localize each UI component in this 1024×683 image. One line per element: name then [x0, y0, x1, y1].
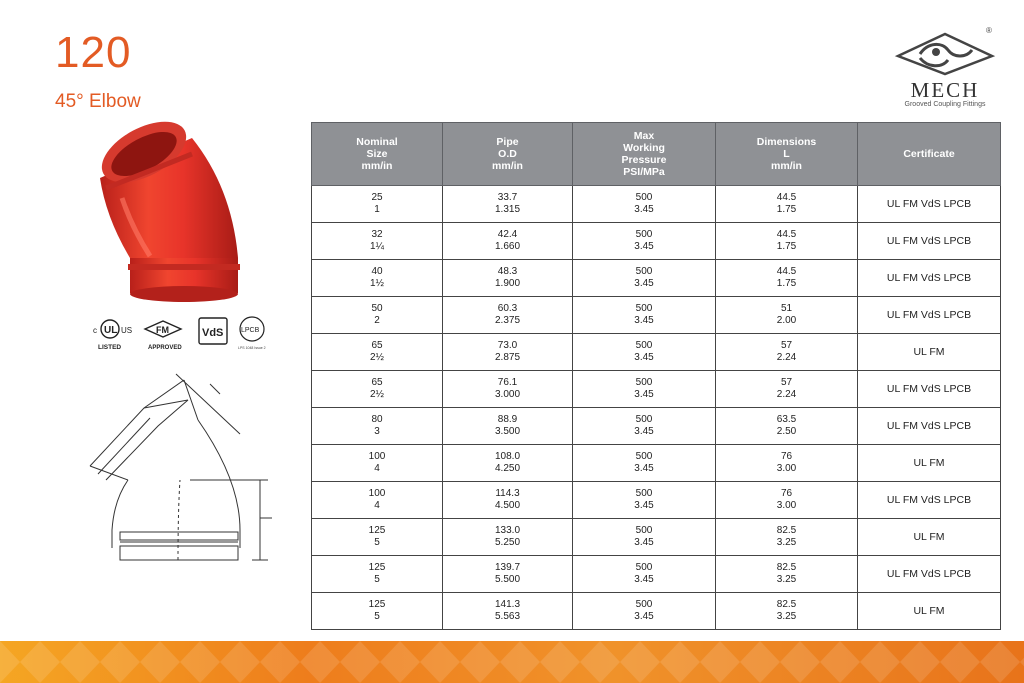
pressure-value: 500 [635, 303, 653, 314]
size-cell [312, 482, 443, 519]
header-line: Working [623, 142, 665, 154]
od-cell [443, 223, 573, 260]
product-name: 45° Elbow [55, 91, 141, 112]
certificate-cell: UL FM [858, 445, 1001, 482]
od-value: 4.250 [494, 463, 521, 474]
pressure-value: 500 [635, 599, 653, 610]
dim-value: 76 [780, 451, 793, 462]
table-row [312, 556, 1001, 593]
size-cell [312, 593, 443, 630]
certificate-cell: UL FM VdS LPCB [858, 371, 1001, 408]
ul-caption: LISTED [98, 344, 122, 351]
pressure-value: 500 [635, 562, 653, 573]
svg-text:LPS 1048 Issue 2: LPS 1048 Issue 2 [238, 346, 266, 350]
pressure-cell [573, 519, 716, 556]
header-line: mm/in [771, 160, 802, 172]
od-cell [443, 186, 573, 223]
size-value: 2½ [370, 389, 384, 400]
table-row [312, 519, 1001, 556]
pressure-value: 500 [635, 451, 653, 462]
size-value: 3 [374, 426, 380, 437]
pressure-cell [573, 297, 716, 334]
header-line: Nominal [356, 136, 398, 148]
header-line: mm/in [361, 160, 393, 172]
dim-cell [716, 223, 858, 260]
certificate-cell: UL FM [858, 519, 1001, 556]
pressure-cell [573, 334, 716, 371]
size-value: 4 [374, 463, 380, 474]
od-value: 88.9 [497, 414, 518, 425]
pressure-cell [573, 371, 716, 408]
fm-approved-icon [145, 321, 182, 351]
pressure-cell [573, 445, 716, 482]
dim-cell [716, 519, 858, 556]
table-row [312, 297, 1001, 334]
od-value: 108.0 [494, 451, 521, 462]
size-value: 65 [371, 340, 383, 351]
certificate-cell: UL FM VdS LPCB [858, 556, 1001, 593]
size-value: 50 [371, 303, 383, 314]
dim-value: 1.75 [776, 204, 797, 215]
size-cell [312, 556, 443, 593]
dim-value: 44.5 [776, 266, 797, 277]
table-header-row [312, 123, 1001, 186]
dim-value: 63.5 [776, 414, 797, 425]
table-row [312, 260, 1001, 297]
mech-logo [890, 28, 1000, 114]
table-body [312, 186, 1001, 630]
ul-left-mark: c [93, 326, 97, 335]
size-value: 25 [371, 192, 383, 203]
dim-value: 3.00 [776, 500, 797, 511]
od-value: 1.315 [494, 204, 521, 215]
dim-value: 82.5 [776, 525, 797, 536]
od-cell [443, 556, 573, 593]
od-value: 60.3 [497, 303, 518, 314]
od-value: 5.500 [494, 574, 521, 585]
registered-mark: ® [986, 26, 992, 35]
dim-value: 2.24 [776, 352, 797, 363]
dim-value: 2.50 [776, 426, 797, 437]
dim-value: 82.5 [776, 599, 797, 610]
pressure-value: 3.45 [634, 204, 654, 215]
size-cell [312, 260, 443, 297]
od-cell [443, 371, 573, 408]
table-row [312, 408, 1001, 445]
size-cell [312, 445, 443, 482]
size-value: 65 [371, 377, 383, 388]
table-row [312, 445, 1001, 482]
pressure-cell [573, 223, 716, 260]
header-line: mm/in [492, 160, 523, 172]
pressure-cell [573, 260, 716, 297]
size-value: 80 [371, 414, 383, 425]
dim-cell [716, 371, 858, 408]
ul-right-mark: US [121, 326, 133, 335]
size-cell [312, 223, 443, 260]
dim-value: 3.25 [776, 537, 797, 548]
size-cell [312, 186, 443, 223]
size-value: 125 [368, 525, 386, 536]
od-value: 5.563 [494, 611, 521, 622]
header-line: Pipe [496, 136, 519, 148]
certificate-cell: UL FM VdS LPCB [858, 186, 1001, 223]
dim-value: 82.5 [776, 562, 797, 573]
pressure-cell [573, 408, 716, 445]
footer-band [0, 641, 1024, 683]
size-value: 32 [371, 229, 383, 240]
dim-value: 44.5 [776, 192, 797, 203]
pressure-value: 500 [635, 525, 653, 536]
size-cell [312, 371, 443, 408]
pressure-cell [573, 556, 716, 593]
header-line: Pressure [621, 154, 667, 166]
od-value: 3.500 [494, 426, 521, 437]
header-line: Dimensions [756, 136, 817, 148]
table-row [312, 482, 1001, 519]
pressure-value: 3.45 [634, 352, 654, 363]
ul-listed-icon [93, 320, 132, 351]
pressure-value: 500 [635, 266, 653, 277]
size-value: 125 [368, 562, 386, 573]
dim-value: 1.75 [776, 278, 797, 289]
dim-value: 3.00 [776, 463, 797, 474]
pressure-cell [573, 593, 716, 630]
elbow-photo [92, 118, 252, 308]
od-value: 139.7 [494, 562, 521, 573]
dim-value: 2.00 [776, 315, 797, 326]
size-value: 1½ [370, 278, 384, 289]
dim-value: 3.25 [776, 574, 797, 585]
fm-caption: APPROVED [148, 345, 182, 351]
pressure-value: 3.45 [634, 389, 654, 400]
footer-pattern-icon [0, 641, 1024, 683]
header-cell [312, 123, 443, 186]
dim-cell [716, 556, 858, 593]
od-cell [443, 482, 573, 519]
certificate-cell: UL FM VdS LPCB [858, 260, 1001, 297]
header-cell [443, 123, 573, 186]
pressure-cell [573, 482, 716, 519]
dim-value: 51 [780, 303, 793, 314]
dim-value: 57 [780, 377, 793, 388]
pressure-value: 3.45 [634, 537, 654, 548]
od-cell [443, 334, 573, 371]
header-cell [858, 123, 1001, 186]
pressure-value: 500 [635, 488, 653, 499]
size-value: 100 [368, 451, 386, 462]
pressure-cell [573, 186, 716, 223]
lpcb-icon [238, 317, 266, 350]
od-cell [443, 445, 573, 482]
pressure-value: 500 [635, 192, 653, 203]
pressure-value: 500 [635, 414, 653, 425]
table-row [312, 223, 1001, 260]
header-line: Size [366, 148, 388, 160]
od-value: 141.3 [494, 599, 521, 610]
size-cell [312, 297, 443, 334]
od-value: 4.500 [494, 500, 521, 511]
dim-cell [716, 445, 858, 482]
logo-name: MECH [910, 78, 980, 102]
size-value: 4 [374, 500, 380, 511]
pressure-value: 3.45 [634, 241, 654, 252]
dim-value: 44.5 [776, 229, 797, 240]
certificate-cell: UL FM VdS LPCB [858, 482, 1001, 519]
od-value: 3.000 [494, 389, 521, 400]
header-line: PSI/MPa [623, 166, 665, 178]
size-cell [312, 408, 443, 445]
certificate-cell: UL FM [858, 593, 1001, 630]
size-value: 2½ [370, 352, 384, 363]
size-value: 40 [371, 266, 383, 277]
mech-logo-mark-icon [890, 28, 1000, 78]
size-value: 1 [374, 204, 380, 215]
dim-value: 76 [780, 488, 793, 499]
dim-cell [716, 334, 858, 371]
table-row [312, 334, 1001, 371]
svg-text:LPCB: LPCB [241, 327, 260, 334]
svg-text:UL: UL [104, 325, 118, 336]
pressure-value: 500 [635, 377, 653, 388]
header-cell [573, 123, 716, 186]
pressure-value: 3.45 [634, 463, 654, 474]
size-cell [312, 519, 443, 556]
pressure-value: 500 [635, 229, 653, 240]
dim-cell [716, 482, 858, 519]
specification-table [311, 122, 1001, 630]
svg-text:FM: FM [156, 325, 169, 335]
od-value: 1.660 [494, 241, 521, 252]
pressure-value: 3.45 [634, 278, 654, 289]
dim-value: 1.75 [776, 241, 797, 252]
dim-cell [716, 408, 858, 445]
od-cell [443, 297, 573, 334]
od-value: 133.0 [494, 525, 521, 536]
certificate-cell: UL FM [858, 334, 1001, 371]
od-value: 1.900 [494, 278, 521, 289]
od-cell [443, 408, 573, 445]
header-cell [716, 123, 858, 186]
pressure-value: 500 [635, 340, 653, 351]
header-line: Max [633, 130, 655, 142]
dim-cell [716, 297, 858, 334]
od-value: 114.3 [495, 488, 520, 499]
dim-cell [716, 593, 858, 630]
logo-tagline: Grooved Coupling Fittings [904, 101, 986, 108]
dim-value: 3.25 [776, 611, 797, 622]
certification-logos [88, 315, 278, 355]
pressure-value: 3.45 [634, 426, 654, 437]
size-value: 5 [374, 611, 380, 622]
size-value: 5 [374, 574, 380, 585]
table-row [312, 593, 1001, 630]
od-value: 48.3 [497, 266, 518, 277]
size-value: 5 [374, 537, 380, 548]
od-value: 33.7 [497, 192, 518, 203]
pressure-value: 3.45 [634, 500, 654, 511]
header-line: L [783, 148, 790, 160]
size-value: 2 [374, 315, 380, 326]
od-cell [443, 260, 573, 297]
certificate-cell: UL FM VdS LPCB [858, 408, 1001, 445]
certificate-cell: UL FM VdS LPCB [858, 223, 1001, 260]
od-value: 42.4 [497, 229, 518, 240]
elbow-dimension-drawing [80, 370, 280, 590]
dim-value: 57 [780, 340, 793, 351]
svg-text:VdS: VdS [202, 327, 224, 339]
size-value: 100 [368, 488, 386, 499]
od-value: 2.875 [494, 352, 521, 363]
dim-cell [716, 186, 858, 223]
od-value: 73.0 [497, 340, 518, 351]
size-value: 1¼ [370, 241, 384, 252]
pressure-value: 3.45 [634, 574, 654, 585]
od-cell [443, 519, 573, 556]
od-cell [443, 593, 573, 630]
header-line: Certificate [903, 148, 955, 160]
pressure-value: 3.45 [634, 611, 654, 622]
vds-icon [199, 318, 227, 344]
od-value: 76.1 [497, 377, 518, 388]
certificate-cell: UL FM VdS LPCB [858, 297, 1001, 334]
od-value: 2.375 [494, 315, 521, 326]
size-cell [312, 334, 443, 371]
table-row [312, 186, 1001, 223]
table-row [312, 371, 1001, 408]
dim-cell [716, 260, 858, 297]
product-code: 120 [55, 28, 132, 77]
od-value: 5.250 [494, 537, 521, 548]
size-value: 125 [368, 599, 386, 610]
header-line: O.D [498, 148, 517, 160]
dim-value: 2.24 [776, 389, 797, 400]
pressure-value: 3.45 [634, 315, 654, 326]
